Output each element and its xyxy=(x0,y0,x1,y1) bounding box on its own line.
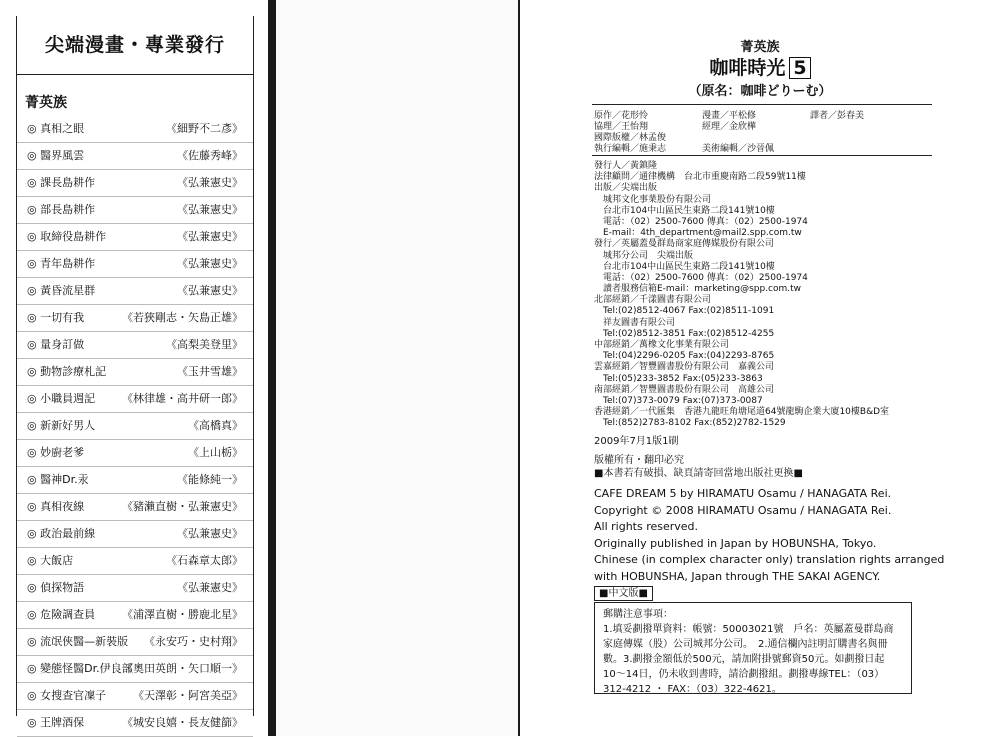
chinese-edition-label: ■中文版■ xyxy=(594,586,653,601)
publisher-line: 祥友圖書有限公司 xyxy=(594,317,676,328)
damage-notice: ■本書若有破損、缺頁請寄回當地出版社更換■ xyxy=(594,468,803,479)
original-title: （原名：咖啡どりーむ） xyxy=(688,84,832,99)
print-date: 2009年7月1版1刷 xyxy=(594,436,679,447)
notice-line: 1.填妥劃撥單資料：帳號：50003021號 戶名：英屬蓋曼群島商 xyxy=(603,624,894,635)
book-title-text: 咖啡時光 xyxy=(709,57,786,79)
series-author: 《弘兼憲史》 xyxy=(177,284,243,297)
publisher-line: 城邦分公司 尖端出版 xyxy=(594,250,694,261)
left-page xyxy=(0,0,270,736)
publisher-info xyxy=(594,161,889,430)
publisher-line: Tel:(07)373-0079 Fax:(07)373-0087 xyxy=(594,395,763,406)
series-title: ◎ 真相之眼 xyxy=(27,122,85,135)
list-item xyxy=(17,332,253,359)
series-author: 《弘兼憲史》 xyxy=(177,527,243,540)
list-item xyxy=(17,116,253,143)
publisher-line: 法律顧問／通律機構 台北市重慶南路二段59號11樓 xyxy=(594,172,806,183)
volume-number: 5 xyxy=(789,57,810,79)
list-item xyxy=(17,710,253,737)
publisher-line: Tel:(05)233-3852 Fax:(05)233-3863 xyxy=(594,373,763,384)
list-item xyxy=(17,305,253,332)
series-title: ◎ 黃昏流星群 xyxy=(27,284,96,297)
notice-line: 家庭傳媒（股）公司城邦分公司。 2.通信欄內註明訂購書名與冊 xyxy=(603,639,888,650)
series-author: 《弘兼憲史》 xyxy=(177,230,243,243)
series-author: 《豬瀨直樹・弘兼憲史》 xyxy=(122,500,243,513)
publisher-line: 出版／尖端出版 xyxy=(594,183,658,194)
publisher-line: 台北市104中山區民生東路二段141號10樓 xyxy=(594,205,775,216)
publisher-line: Tel:(02)8512-4067 Fax:(02)8511-1091 xyxy=(594,306,775,317)
imprint-label: 菁英族 xyxy=(25,95,67,111)
credit-associate: 協理／王怡翔 xyxy=(594,122,649,132)
credit-manga: 漫畫／平松修 xyxy=(702,111,757,121)
rights-block xyxy=(594,454,803,480)
publisher-line: 南部經銷／智豐圖書股份有限公司 高雄公司 xyxy=(594,384,775,395)
list-item xyxy=(17,197,253,224)
list-item xyxy=(17,359,253,386)
mail-order-notice xyxy=(594,602,912,694)
credit-translator: 譯者／彭春美 xyxy=(810,111,865,121)
series-title: ◎ 一切有我 xyxy=(27,311,85,324)
list-header: 尖端漫畫・專業發行 xyxy=(17,16,253,75)
series-author: 《石森章太郎》 xyxy=(166,554,243,567)
list-item xyxy=(17,494,253,521)
series-author: 《能條純一》 xyxy=(177,473,243,486)
list-item xyxy=(17,413,253,440)
series-author: 《細野不二彥》 xyxy=(166,122,243,135)
publisher-line: 雲嘉經銷／智豐圖書股份有限公司 嘉義公司 xyxy=(594,362,775,373)
series-author: 《永安巧・史村翔》 xyxy=(144,635,243,648)
series-title: ◎ 醫界風雲 xyxy=(27,149,85,162)
list-item xyxy=(17,548,253,575)
series-author: 《奧田英朗・矢口順一》 xyxy=(122,662,243,675)
series-title: ◎ 妙廚老爹 xyxy=(27,446,85,459)
series-title: ◎ 真相夜線 xyxy=(27,500,85,513)
series-author: 《弘兼憲史》 xyxy=(177,203,243,216)
series-title: ◎ 取締役島耕作 xyxy=(27,230,107,243)
series-title: ◎ 政治最前線 xyxy=(27,527,96,540)
series-author: 《浦澤直樹・勝鹿北星》 xyxy=(122,608,243,621)
list-item xyxy=(17,602,253,629)
list-item xyxy=(17,575,253,602)
english-copyright xyxy=(594,486,944,585)
credit-original: 原作／花形怜 xyxy=(594,111,649,121)
credit-editor: 執行編輯／施秉志 xyxy=(594,144,667,154)
series-list-box xyxy=(16,16,254,729)
rights-line: 版權所有・翻印必究 xyxy=(594,455,684,466)
publisher-line: 城邦文化事業股份有限公司 xyxy=(594,194,712,205)
series-author: 《林律雄・高井研一郎》 xyxy=(122,392,243,405)
series-author: 《玉井雪雄》 xyxy=(177,365,243,378)
publisher-line: 電話：（02）2500-7600 傳真：（02）2500-1974 xyxy=(594,272,808,283)
book-title xyxy=(520,53,1000,80)
series-title: ◎ 部長島耕作 xyxy=(27,203,96,216)
series-author: 《弘兼憲史》 xyxy=(177,176,243,189)
english-line: Chinese (in complex character only) translation rights arranged xyxy=(594,553,945,566)
notice-line: 10～14日，仍未收到書時，請洽劃撥組。劃撥專線TEL：（03） xyxy=(603,669,885,680)
publisher-line: 電話：（02）2500-7600 傳真：（02）2500-1974 xyxy=(594,216,808,227)
series-title: ◎ 青年島耕作 xyxy=(27,257,96,270)
divider xyxy=(592,155,932,156)
list-item xyxy=(17,656,253,683)
series-author: 《佐藤秀峰》 xyxy=(177,149,243,162)
english-line: CAFE DREAM 5 by HIRAMATU Osamu / HANAGATA Rei. xyxy=(594,487,892,500)
series-list xyxy=(17,116,253,737)
publisher-line: 讀者服務信箱E-mail：marketing@spp.com.tw xyxy=(594,284,802,295)
list-item xyxy=(17,629,253,656)
series-title: ◎ 危險調查員 xyxy=(27,608,96,621)
series-title: ◎ 大飯店 xyxy=(27,554,74,567)
publisher-line: Tel:(02)8512-3851 Fax:(02)8512-4255 xyxy=(594,328,775,339)
series-title: ◎ 女搜查官凜子 xyxy=(27,689,107,702)
publisher-line: 香港經銷／一代匯集 香港九龍旺角塘尾道64號龍駒企業大廈10樓B&D室 xyxy=(594,407,890,418)
publisher-line: Tel:(04)2296-0205 Fax:(04)2293-8765 xyxy=(594,351,775,362)
notice-line: 312-4212 ・ FAX：（03）322-4621。 xyxy=(603,684,782,695)
list-item xyxy=(17,278,253,305)
notice-line: 郵購注意事項： xyxy=(603,609,673,620)
series-title: ◎ 新新好男人 xyxy=(27,419,96,432)
publisher-line: 中部經銷／萬橡文化事業有限公司 xyxy=(594,340,730,350)
colophon-page xyxy=(520,0,1000,736)
list-item xyxy=(17,521,253,548)
series-title: ◎ 小職員週記 xyxy=(27,392,96,405)
blank-page xyxy=(270,0,520,736)
list-item xyxy=(17,143,253,170)
notice-line: 數。3.劃撥金額低於500元，請加附掛號郵資50元。如劃撥日起 xyxy=(603,654,885,665)
series-title: ◎ 王牌酒保 xyxy=(27,716,85,729)
list-item xyxy=(17,440,253,467)
list-item xyxy=(17,251,253,278)
series-author: 《城安良嬉・長友健篩》 xyxy=(122,716,243,729)
credit-rights: 國際版權／林孟俊 xyxy=(594,133,667,143)
credit-manager: 經理／金欣樺 xyxy=(702,122,757,132)
series-author: 《上山栃》 xyxy=(188,446,243,459)
credit-art-editor: 美術編輯／沙晉佩 xyxy=(702,144,775,154)
imprint-name: 菁英族 xyxy=(740,40,780,55)
english-line: Originally published in Japan by HOBUNSHA, Tokyo. xyxy=(594,536,877,550)
series-author: 《弘兼憲史》 xyxy=(177,581,243,594)
series-title: ◎ 動物診療札記 xyxy=(27,365,107,378)
publisher-line: Tel:(852)2783-8102 Fax:(852)2782-1529 xyxy=(594,418,786,429)
series-author: 《天澤彰・阿宮美亞》 xyxy=(133,689,243,702)
publisher-line: E-mail：4th_department@mail2.spp.com.tw xyxy=(594,228,802,239)
english-line: Copyright © 2008 HIRAMATU Osamu / HANAGATA Rei. xyxy=(594,503,892,517)
series-author: 《高橋真》 xyxy=(188,419,243,432)
series-author: 《高梨美登里》 xyxy=(166,338,243,351)
series-title: ◎ 變態怪醫Dr.伊良部 xyxy=(27,662,133,675)
list-item xyxy=(17,683,253,710)
series-title: ◎ 課長島耕作 xyxy=(27,176,96,189)
publisher-line: 台北市104中山區民生東路二段141號10樓 xyxy=(594,261,775,272)
series-author: 《若狹剛志・矢島正雄》 xyxy=(122,311,243,324)
publisher-line: 發行人／黃鎮隆 xyxy=(594,161,658,171)
english-line: with HOBUNSHA, Japan through THE SAKAI AGENCY. xyxy=(594,569,881,583)
publisher-line: 北部經銷／千漾圖書有限公司 xyxy=(594,295,712,306)
series-title: ◎ 醫神Dr.汞 xyxy=(27,473,89,486)
series-author: 《弘兼憲史》 xyxy=(177,257,243,270)
publisher-line: 發行／英屬蓋曼群島商家庭傳媒股份有限公司 xyxy=(594,239,775,250)
english-line: All rights reserved. xyxy=(594,520,699,533)
series-title: ◎ 量身訂做 xyxy=(27,338,85,351)
list-item xyxy=(17,386,253,413)
divider xyxy=(592,104,932,105)
page-gutter xyxy=(268,0,276,736)
series-title: ◎ 流氓俠醫—新裝版 xyxy=(27,635,129,648)
list-item xyxy=(17,224,253,251)
series-title: ◎ 偵探物語 xyxy=(27,581,85,594)
list-item xyxy=(17,467,253,494)
list-item xyxy=(17,170,253,197)
